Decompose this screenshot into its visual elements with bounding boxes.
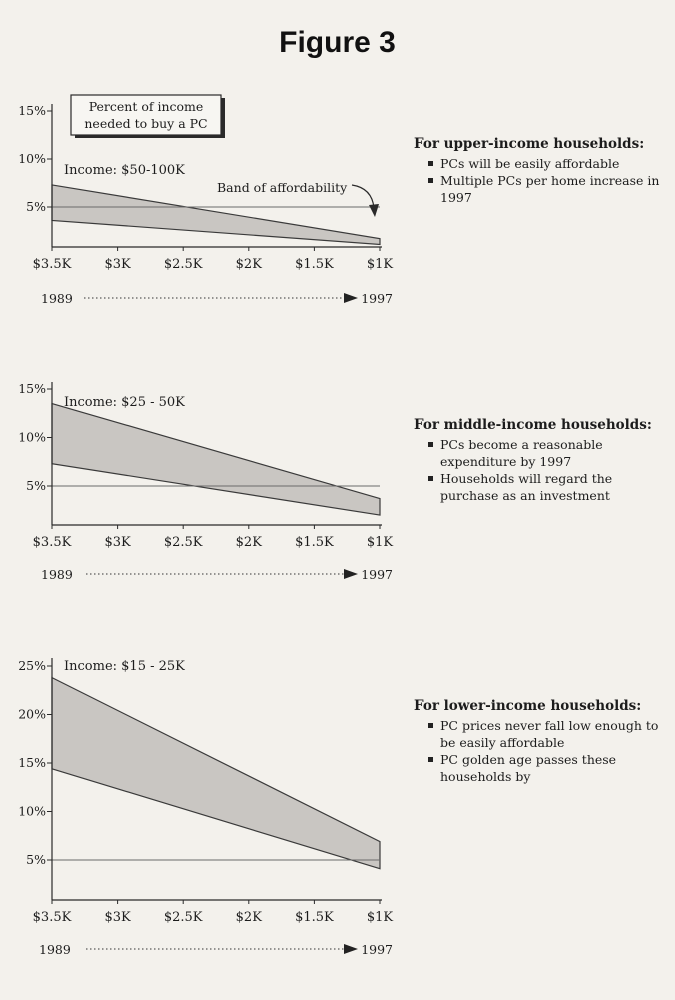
y-tick-label: 5% [26, 199, 46, 214]
y-tick-label: 10% [18, 803, 46, 819]
year-start: 1989 [41, 567, 73, 582]
note-bullet: PCs will be easily affordable [414, 155, 669, 172]
y-tick-label: 25% [18, 658, 46, 673]
y-tick-label: 5% [26, 852, 46, 867]
x-tick-label: $1K [366, 910, 394, 925]
year-start: 1989 [39, 942, 71, 957]
notes-middle-income [414, 417, 669, 504]
x-tick-label: $3.5K [32, 910, 72, 925]
x-tick-label: $2.5K [163, 910, 203, 925]
chart-upper-income [0, 90, 410, 320]
arrow-right-icon [344, 569, 358, 579]
x-tick-label: $3K [104, 910, 131, 925]
curved-arrow-icon [352, 185, 374, 208]
x-tick-label: $1K [366, 257, 394, 272]
x-tick-label: $3K [104, 257, 131, 272]
y-tick-label: 15% [18, 381, 46, 396]
y-tick-label: 20% [18, 706, 46, 722]
arrow-right-icon [344, 944, 358, 954]
x-tick-label: $3K [104, 535, 131, 550]
note-bullet: PC prices never fall low enough to be easily affordable [414, 717, 669, 751]
income-label: Income: $25 - 50K [64, 395, 185, 410]
x-tick-label: $2.5K [163, 535, 203, 550]
x-tick-label: $2.5K [163, 257, 203, 272]
notes-heading: For middle-income households: [414, 417, 652, 433]
notes-upper-income [414, 136, 669, 206]
y-tick-label: 10% [18, 151, 46, 166]
y-tick-label: 10% [18, 429, 46, 445]
band-annotation: Band of affordability [217, 180, 348, 195]
x-tick-label: $3.5K [32, 257, 72, 272]
x-tick-label: $1.5K [295, 535, 334, 550]
note-bullet: PC golden age passes these households by [414, 751, 669, 785]
year-end: 1997 [361, 942, 393, 957]
year-end: 1997 [361, 567, 393, 582]
x-tick-label: $1K [366, 535, 394, 550]
x-tick-label: $2K [235, 257, 262, 272]
year-end: 1997 [361, 291, 393, 306]
x-tick-label: $2K [235, 535, 262, 550]
y-tick-label: 5% [26, 478, 46, 493]
legend-box-line2: needed to buy a PC [84, 116, 208, 131]
x-tick-label: $2K [235, 910, 262, 925]
y-tick-label: 15% [18, 103, 46, 118]
legend-box-line1: Percent of income [88, 99, 204, 114]
x-tick-label: $1.5K [295, 257, 334, 272]
arrow-right-icon [344, 293, 358, 303]
income-label: Income: $15 - 25K [64, 659, 185, 674]
figure-title: Figure 3 [279, 26, 396, 59]
x-tick-label: $3.5K [32, 535, 72, 550]
note-bullet: Multiple PCs per home increase in 1997 [414, 172, 669, 206]
x-tick-label: $1.5K [295, 910, 334, 925]
notes-lower-income [414, 698, 669, 785]
note-bullet: Households will regard the purchase as an investment [414, 470, 669, 504]
chart-lower-income [0, 648, 410, 968]
curved-arrow-icon-head [369, 204, 379, 217]
note-bullet: PCs become a reasonable expenditure by 1997 [414, 436, 669, 470]
notes-heading: For lower-income households: [414, 698, 642, 714]
affordability-band [52, 678, 380, 869]
affordability-band [52, 404, 380, 516]
income-label: Income: $50-100K [64, 163, 185, 178]
y-tick-label: 15% [18, 755, 46, 770]
notes-heading: For upper-income households: [414, 136, 645, 152]
year-start: 1989 [41, 291, 73, 306]
chart-middle-income [0, 370, 410, 600]
